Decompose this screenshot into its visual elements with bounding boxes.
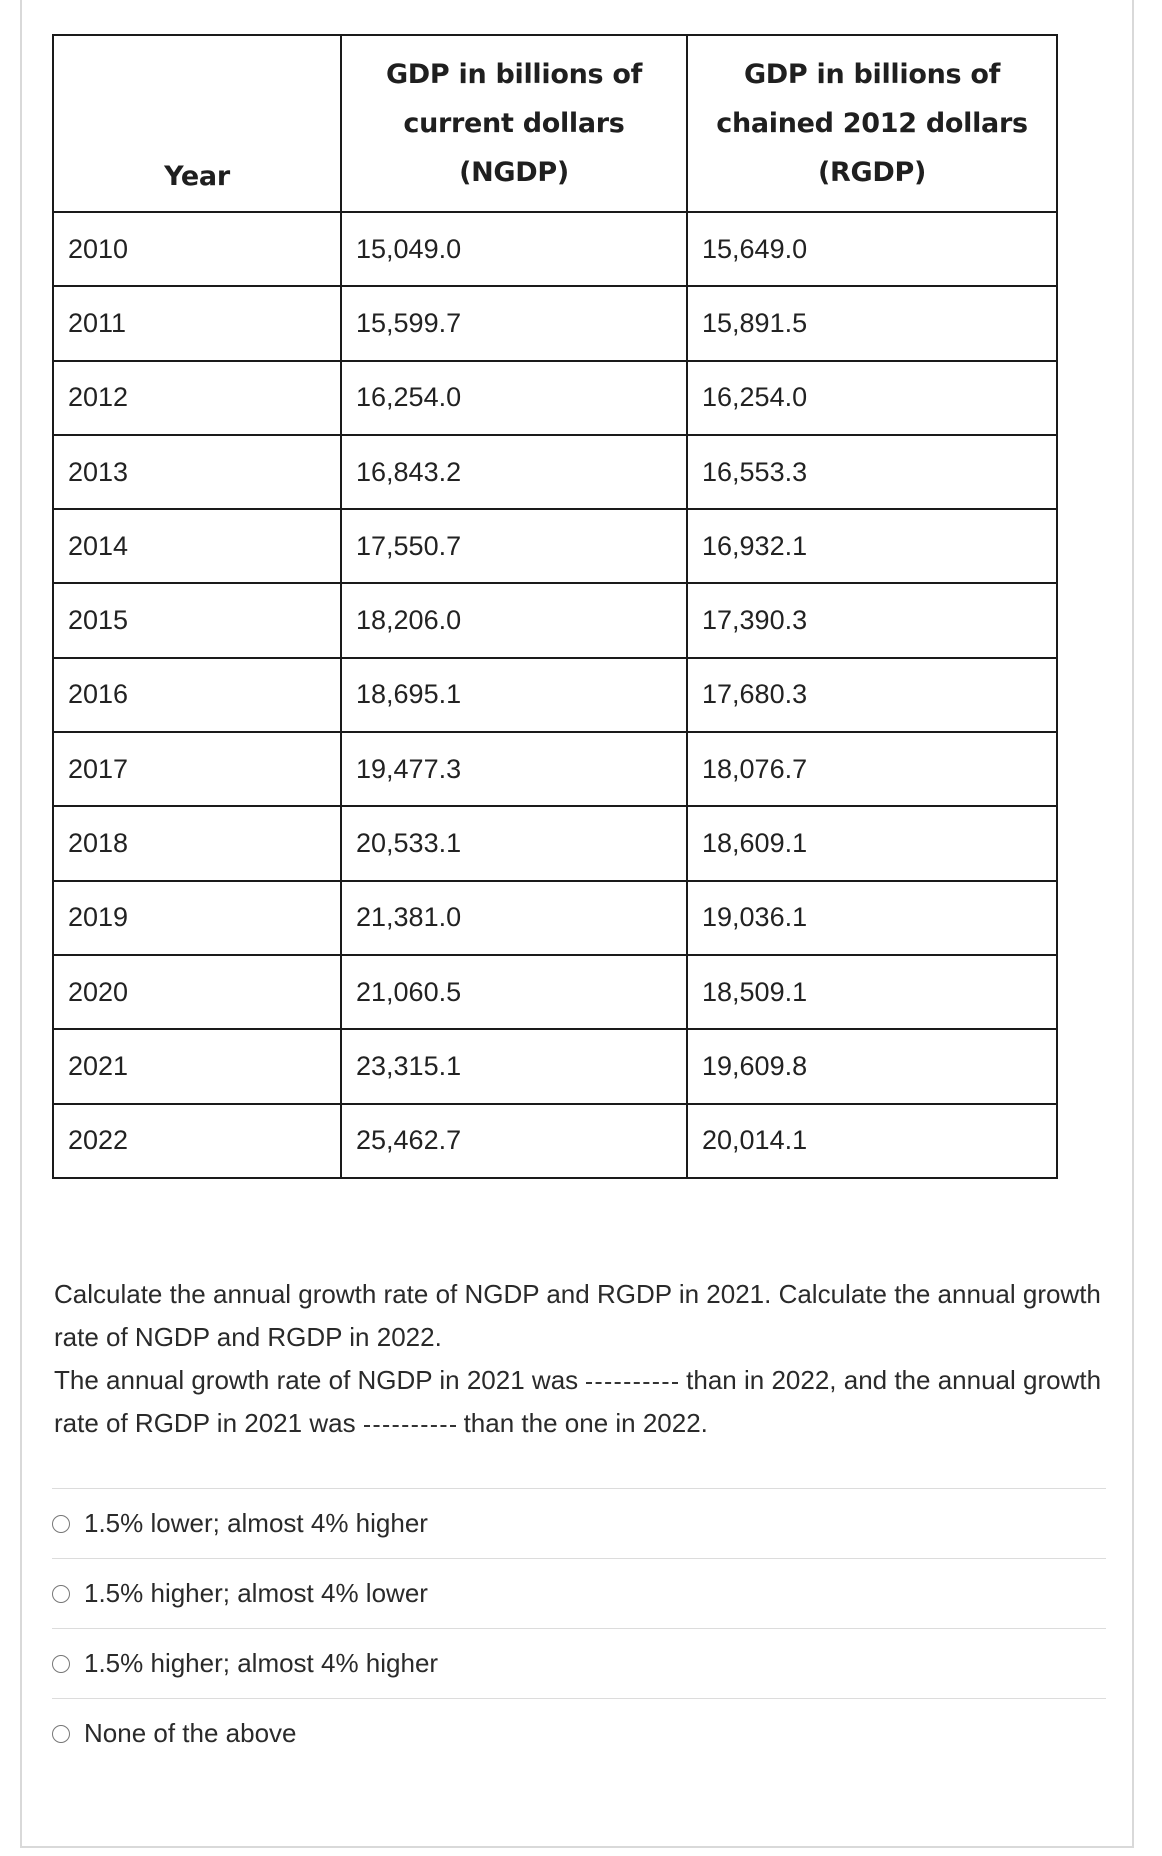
question-instruction: Calculate the annual growth rate of NGDP and RGDP in 2021. Calculate the annual growth rate of NGDP and RGDP in 2022. [54, 1279, 1101, 1352]
gdp-table [52, 34, 1058, 1179]
cell-year: 2016 [53, 658, 341, 732]
radio-button-icon[interactable] [52, 1515, 70, 1533]
cell-year: 2019 [53, 881, 341, 955]
cell-rgdp: 18,609.1 [687, 806, 1057, 880]
cell-year: 2021 [53, 1029, 341, 1103]
answer-blank-1 [586, 1381, 678, 1384]
answer-options [52, 1488, 1106, 1768]
table-row [53, 955, 1057, 1029]
cell-rgdp: 16,254.0 [687, 361, 1057, 435]
cell-ngdp: 18,206.0 [341, 583, 687, 657]
question-statement [54, 1359, 1114, 1445]
header-rgdp-line: GDP in billions of [743, 59, 1001, 90]
header-ngdp-line: GDP in billions of [385, 59, 643, 90]
option-label: None of the above [84, 1718, 297, 1748]
table-row [53, 732, 1057, 806]
cell-rgdp: 20,014.1 [687, 1104, 1057, 1178]
answer-option[interactable] [52, 1698, 1106, 1768]
table-row [53, 881, 1057, 955]
cell-rgdp: 16,932.1 [687, 509, 1057, 583]
cell-ngdp: 17,550.7 [341, 509, 687, 583]
cell-rgdp: 19,036.1 [687, 881, 1057, 955]
table-row [53, 806, 1057, 880]
header-rgdp [687, 35, 1057, 212]
table-header-row [53, 35, 1057, 212]
answer-option[interactable] [52, 1628, 1106, 1698]
cell-year: 2013 [53, 435, 341, 509]
cell-ngdp: 15,049.0 [341, 212, 687, 286]
cell-ngdp: 25,462.7 [341, 1104, 687, 1178]
cell-year: 2014 [53, 509, 341, 583]
table-row [53, 583, 1057, 657]
cell-ngdp: 18,695.1 [341, 658, 687, 732]
cell-ngdp: 19,477.3 [341, 732, 687, 806]
cell-year: 2015 [53, 583, 341, 657]
cell-year: 2017 [53, 732, 341, 806]
table-row [53, 286, 1057, 360]
header-ngdp [341, 35, 687, 212]
answer-option[interactable] [52, 1558, 1106, 1628]
radio-button-icon[interactable] [52, 1585, 70, 1603]
table-row [53, 1104, 1057, 1178]
cell-year: 2020 [53, 955, 341, 1029]
table-row [53, 361, 1057, 435]
answer-option[interactable] [52, 1488, 1106, 1558]
cell-ngdp: 21,060.5 [341, 955, 687, 1029]
statement-part-2: than in 2022, and the annual growth rate of RGDP in 2021 was [54, 1365, 1102, 1438]
question-text [54, 1273, 1114, 1445]
cell-ngdp: 23,315.1 [341, 1029, 687, 1103]
cell-rgdp: 16,553.3 [687, 435, 1057, 509]
cell-rgdp: 18,509.1 [687, 955, 1057, 1029]
cell-ngdp: 21,381.0 [341, 881, 687, 955]
table-row [53, 658, 1057, 732]
option-label: 1.5% higher; almost 4% higher [84, 1648, 439, 1678]
cell-ngdp: 15,599.7 [341, 286, 687, 360]
option-label: 1.5% lower; almost 4% higher [84, 1508, 428, 1538]
header-year [53, 35, 341, 212]
header-year-label: Year [164, 161, 230, 192]
header-rgdp-line: (RGDP) [817, 157, 927, 188]
answer-blank-2 [364, 1424, 456, 1427]
statement-part-3: than the one in 2022. [463, 1408, 708, 1438]
cell-year: 2018 [53, 806, 341, 880]
cell-rgdp: 15,649.0 [687, 212, 1057, 286]
cell-rgdp: 15,891.5 [687, 286, 1057, 360]
cell-rgdp: 18,076.7 [687, 732, 1057, 806]
cell-year: 2022 [53, 1104, 341, 1178]
cell-ngdp: 20,533.1 [341, 806, 687, 880]
cell-ngdp: 16,843.2 [341, 435, 687, 509]
cell-rgdp: 17,680.3 [687, 658, 1057, 732]
cell-year: 2010 [53, 212, 341, 286]
radio-button-icon[interactable] [52, 1655, 70, 1673]
header-ngdp-line: current dollars [403, 108, 625, 139]
table-row [53, 509, 1057, 583]
radio-button-icon[interactable] [52, 1725, 70, 1743]
header-ngdp-line: (NGDP) [459, 157, 569, 188]
cell-ngdp: 16,254.0 [341, 361, 687, 435]
table-row [53, 435, 1057, 509]
header-rgdp-line: chained 2012 dollars [716, 108, 1028, 139]
table-row [53, 1029, 1057, 1103]
cell-year: 2012 [53, 361, 341, 435]
cell-rgdp: 17,390.3 [687, 583, 1057, 657]
table-row [53, 212, 1057, 286]
cell-rgdp: 19,609.8 [687, 1029, 1057, 1103]
option-label: 1.5% higher; almost 4% lower [84, 1578, 428, 1608]
cell-year: 2011 [53, 286, 341, 360]
statement-part-1: The annual growth rate of NGDP in 2021 was [54, 1365, 579, 1395]
